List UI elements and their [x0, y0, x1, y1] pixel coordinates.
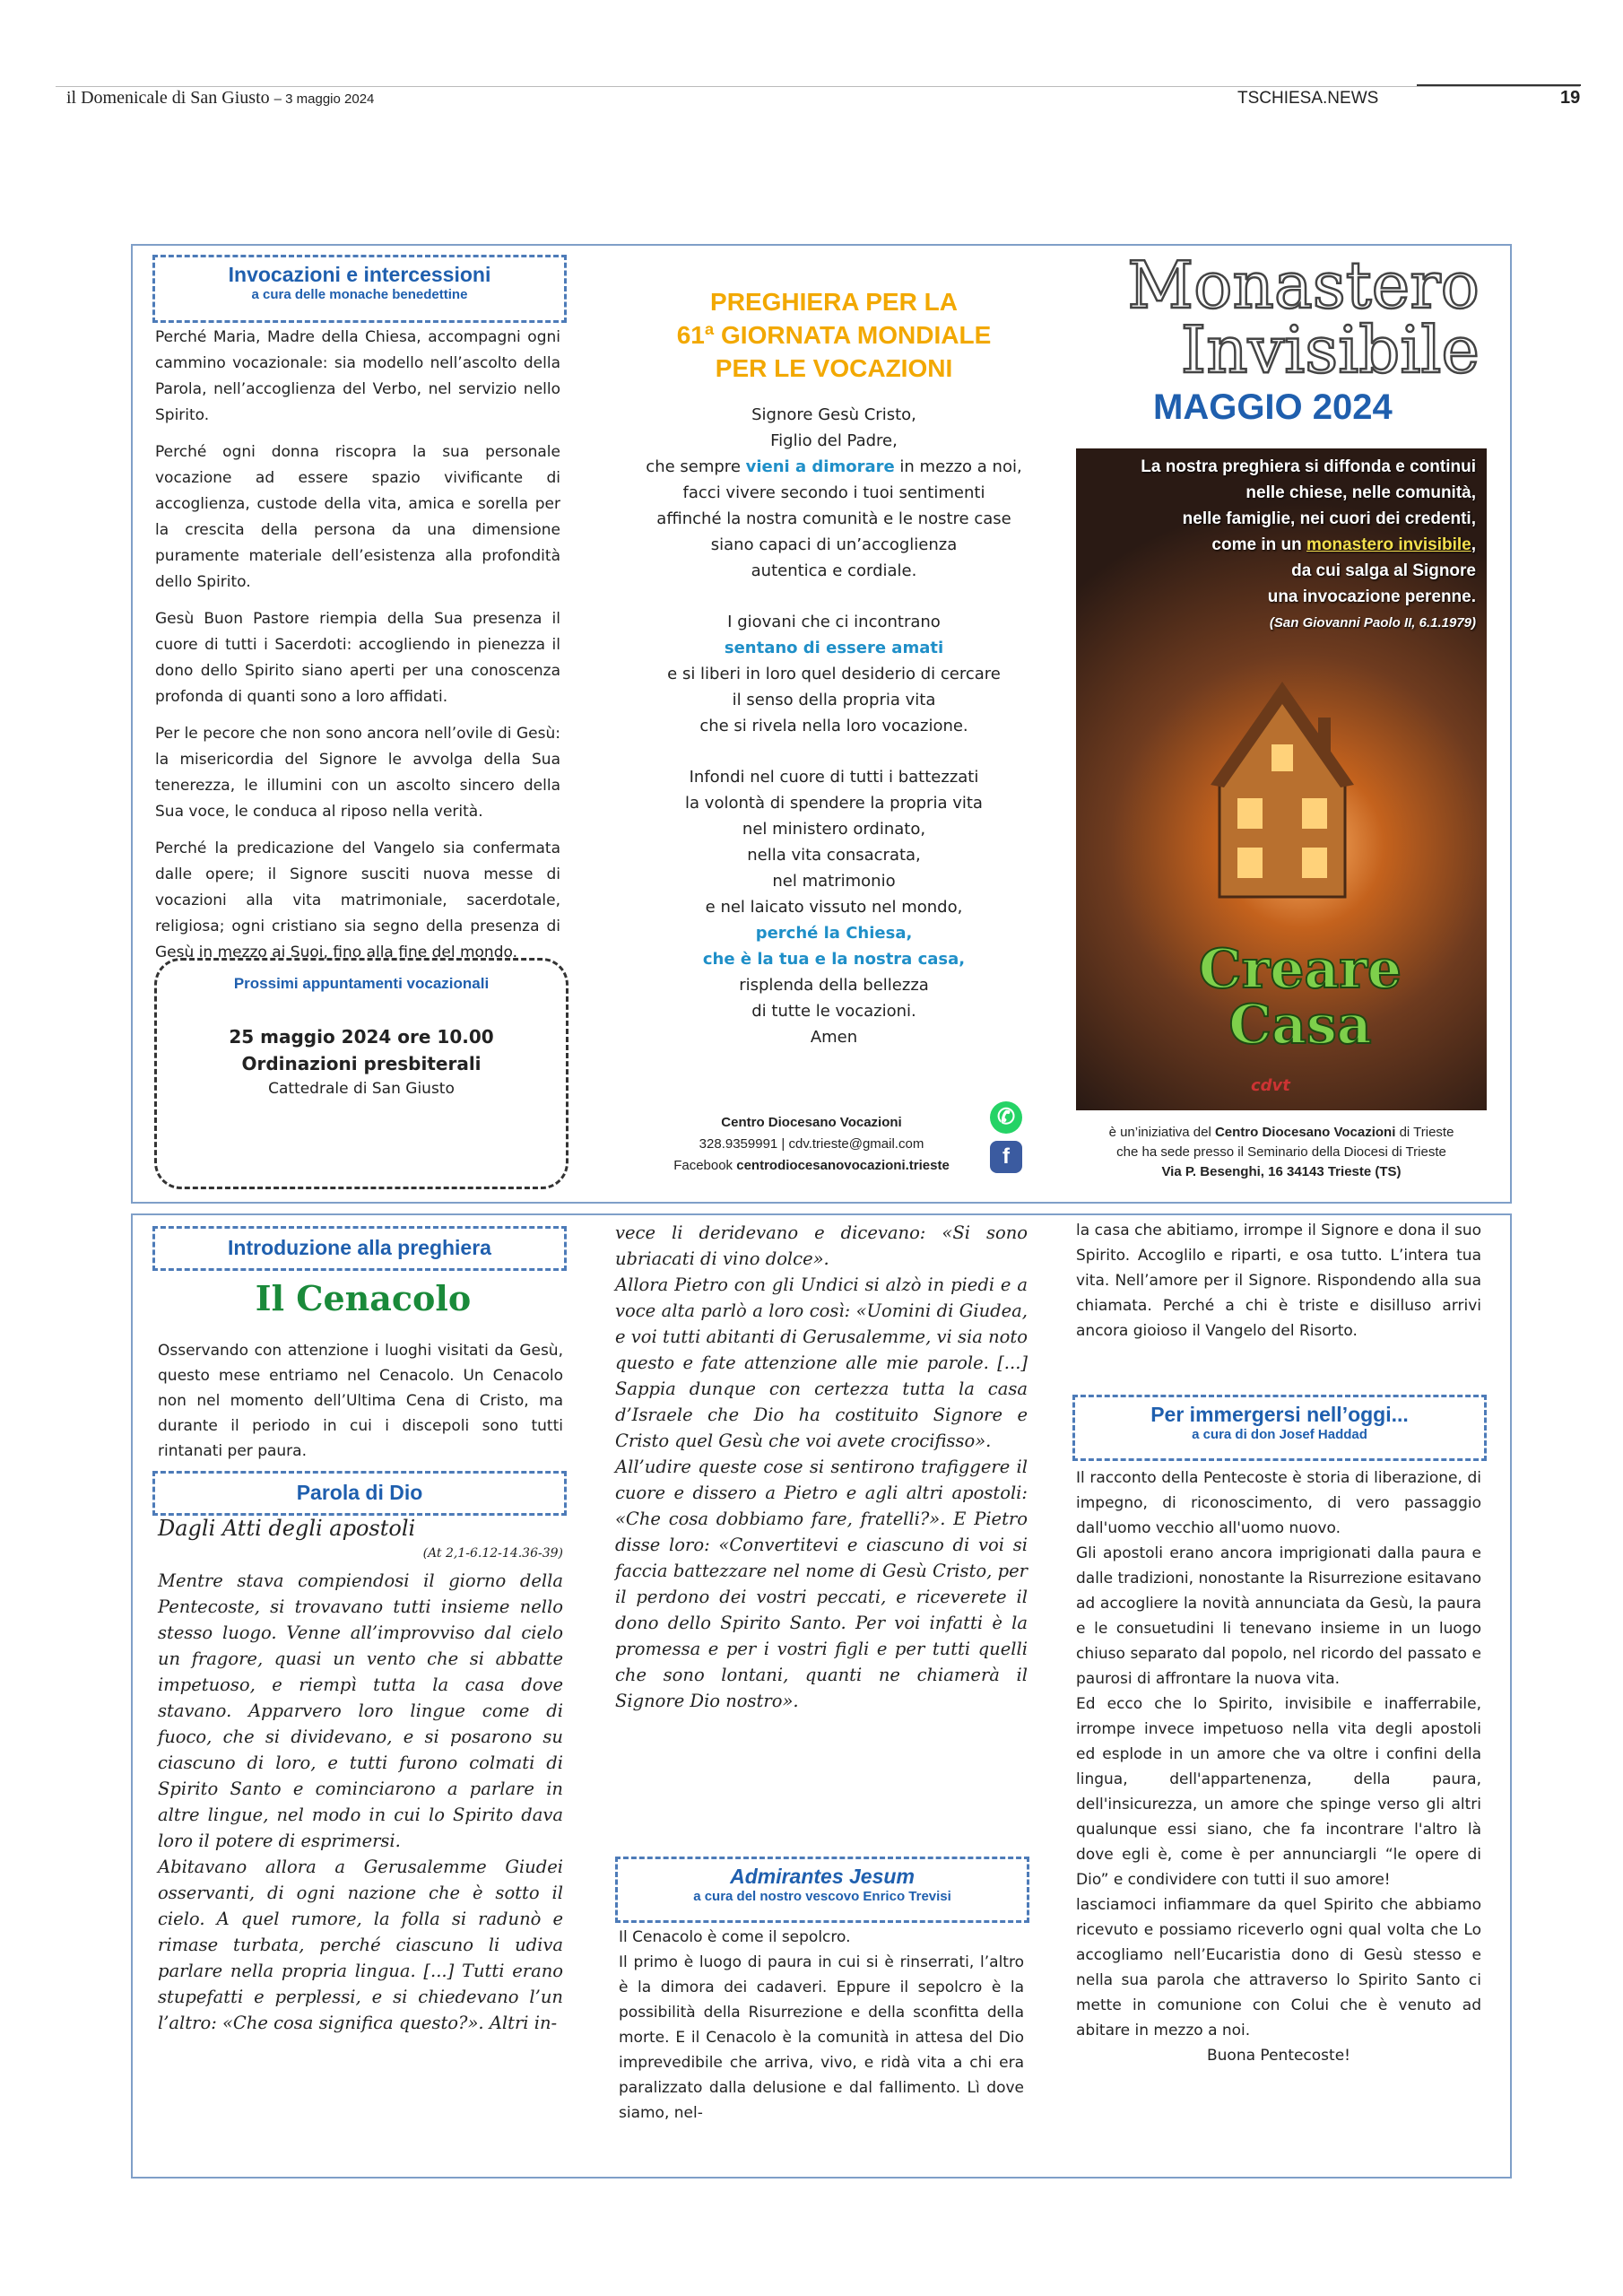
- parola-header-box: [152, 1471, 567, 1516]
- invocazione-paragraph: Perché la predicazione del Vangelo sia confermata dalle opere; il Signore susciti nuova messe di vocazioni alla vita matrimoniale, sacerdotale, religiosa; ogni cristiano sia segno della presenza di Gesù in mezzo ai Suoi, fino alla fine del mondo.: [155, 839, 560, 961]
- prayer-title-line: PREGHIERA PER LA: [710, 288, 958, 316]
- admirantes-paragraph: Il primo è luogo di paura in cui si è rinserrati, l’altro è la dimora dei cadaveri. Eppure il sepolcro è la possibilità della Risurrezione e della sconfitta della morte. E il Cenacolo è la comunità in attesa del Dio imprevedibile che arriva, vivo, e ridà vita a chi era paralizzato dalla delusione e dal fallimento. Lì dove siamo, nel-: [619, 1953, 1024, 2122]
- footer-bold: Centro Diocesano Vocazioni: [1214, 1125, 1396, 1140]
- monastero-footer: [1076, 1123, 1487, 1182]
- prayer-line: siano capaci di un’accoglienza: [710, 535, 958, 554]
- appointments-title: Prossimi appuntamenti vocazionali: [233, 975, 490, 992]
- facebook-label: Facebook: [673, 1158, 737, 1173]
- quote-highlight: monastero invisibile: [1306, 535, 1471, 554]
- cdv-name: Centro Diocesano Vocazioni: [721, 1115, 902, 1130]
- invocazioni-text: [155, 325, 560, 977]
- prayer-line: e nel laicato vissuto nel mondo,: [705, 898, 963, 917]
- prayer-line: e si liberi in loro quel desiderio di cercare: [667, 665, 1001, 683]
- monastero-title-line: Invisibile: [1180, 312, 1480, 387]
- prayer-line: nel matrimonio: [772, 872, 896, 891]
- publication-name: il Domenicale di San Giusto: [66, 88, 270, 108]
- footer-line: che ha sede presso il Seminario della Diocesi di Trieste: [1116, 1144, 1446, 1160]
- footer-fragment: è un’iniziativa del: [1108, 1125, 1215, 1140]
- immergersi-closing: Buona Pentecoste!: [1207, 2047, 1350, 2065]
- admirantes-paragraph-continued: la casa che abitiamo, irrompe il Signore e dona il suo Spirito. Accoglilo e riparti, e osa tutto. L’intera tua vita. Nell’amore per il Signore. Rispondendo alla sua chiamata. Perché a chi è triste e disilluso arrivi ancora gioioso il Vangelo del Risorto.: [1076, 1222, 1481, 1340]
- appointments-box: [154, 958, 568, 1189]
- admirantes-title: Admirantes Jesum: [730, 1865, 915, 1888]
- monastero-title: [1076, 248, 1480, 387]
- prayer-text: [610, 402, 1058, 1075]
- publication-line: [66, 88, 374, 109]
- immergersi-paragraph: Ed ecco che lo Spirito, invisibile e inafferrabile, irrompe invece impetuoso nella vita degli apostoli ed esplode in un amore che va oltre i confini della lingua, dell'appartenenza, della paura, dell'insicurezza, un amore che spinge verso gli altri qualunque essi siano, che fa incontrare l'altro là dove egli è, come è per annunciargli “le opere di Dio” e condividere con tutti il suo amore!: [1076, 1695, 1481, 1889]
- prayer-highlight: perché la Chiesa,: [755, 924, 913, 943]
- prayer-line: che sempre: [646, 457, 746, 476]
- creare-word: Creare: [1198, 938, 1402, 1001]
- parola-paragraph: Abitavano allora a Gerusalemme Giudei osservanti, di ogni nazione che è sotto il cielo. A quel rumore, la folla si radunò e rimase turbata, perché ciascuno li udiva parlare nella propria lingua. [...] Tutti erano stupefatti e perplessi, e si chiedevano l’un l’altro: «Che cosa significa questo?». Altri in-: [158, 1857, 563, 2033]
- prayer-line: il senso della propria vita: [732, 691, 936, 709]
- prayer-title: [619, 285, 1049, 385]
- immergersi-header-box: [1072, 1395, 1487, 1461]
- prayer-line: Infondi nel cuore di tutti i battezzati: [689, 768, 979, 787]
- creare-casa-title: [1166, 938, 1435, 1057]
- parola-paragraph: All’udire queste cose si sentirono trafiggere il cuore e dissero a Pietro e agli altri apostoli: «Che cosa dobbiamo fare, fratelli?». E Pietro disse loro: «Convertitevi e ciascuno di voi si faccia battezzare nel nome di Gesù Cristo, per il perdono dei vostri peccati, e riceverete il dono dello Spirito Santo. Per voi infatti è la promessa e per i vostri figli e per tutti quelli che sono lontani, quanti ne chiamerà il Signore Dio nostro».: [615, 1457, 1028, 1711]
- invocazione-paragraph: Perché Maria, Madre della Chiesa, accompagni ogni cammino vocazionale: sia modello nell’ascolto della Parola, nell’accoglienza del Verbo, nel servizio nello Spirito.: [155, 328, 560, 424]
- quote-line: La nostra preghiera si diffonda e continui: [1141, 457, 1476, 476]
- admirantes-paragraph: Il Cenacolo è come il sepolcro.: [619, 1928, 851, 1946]
- admirantes-text-col2: [619, 1925, 1024, 2126]
- invocazione-paragraph: Per le pecore che non sono ancora nell’ovile di Gesù: la misericordia del Signore le avvolga della Sua tenerezza, le illumini con un ascolto sincero della Sua voce, le conduca al riposo nella verità.: [155, 725, 560, 821]
- prayer-line: affinché la nostra comunità e le nostre case: [656, 509, 1011, 528]
- invocazioni-header-box: [152, 255, 567, 323]
- intro-box-title: Introduzione alla preghiera: [228, 1236, 491, 1259]
- immergersi-subtitle: a cura di don Josef Haddad: [1192, 1427, 1367, 1442]
- immergersi-title: Per immergersi nell’oggi...: [1150, 1403, 1409, 1426]
- parola-paragraph: Mentre stava compiendosi il giorno della Pentecoste, si trovavano tutti insieme nello stesso luogo. Venne all’improvviso dal cielo un fragore, quasi un vento che si abbatte impetuoso, e riempì tutta la casa dove stavano. Apparvero loro lingue come di fuoco, che si dividevano, e si posarono su ciascuno di loro, e tutti furono colmati di Spirito Santo e cominciarono a parlare in altre lingue, nel modo in cui lo Spirito dava loro il potere di esprimersi.: [158, 1570, 563, 1851]
- parola-source: Dagli Atti degli apostoli: [158, 1516, 416, 1541]
- quote-line: nelle chiese, nelle comunità,: [1245, 483, 1476, 502]
- parola-box-title: Parola di Dio: [296, 1481, 423, 1504]
- parola-paragraph-continued: vece li deridevano e dicevano: «Si sono ubriacati di vino dolce».: [615, 1222, 1028, 1269]
- facebook-page-link[interactable]: centrodiocesanovocazioni.trieste: [736, 1158, 950, 1173]
- invocazioni-title: Invocazioni e intercessioni: [228, 263, 491, 286]
- prayer-line: nel ministero ordinato,: [742, 820, 926, 839]
- intro-header-box: [152, 1226, 567, 1271]
- immergersi-paragraph: Gli apostoli erano ancora imprigionati dalla paura e dalle tradizioni, nonostante la Risurrezione esitavano ad accogliere la novità annunciata da Gesù, la paura e le consuetudini li tenevano insieme in un luogo chiuso separato dal popolo, nel ricordo del passato e paurosi di affrontare la nuova vita.: [1076, 1544, 1481, 1688]
- monastero-title-line: Monastero: [1127, 248, 1480, 323]
- prayer-highlight: sentano di essere amati: [724, 639, 944, 657]
- casa-word: Casa: [1228, 994, 1372, 1057]
- footer-fragment: di Trieste: [1395, 1125, 1454, 1140]
- prayer-line: la volontà di spendere la propria vita: [685, 794, 983, 813]
- appointment-what: Ordinazioni presbiterali: [241, 1053, 482, 1074]
- quote-fragment: ,: [1471, 535, 1476, 554]
- header-accent-rule: [1417, 84, 1581, 86]
- prayer-line: Amen: [810, 1028, 858, 1047]
- whatsapp-icon[interactable]: ✆: [990, 1101, 1022, 1134]
- cdv-facebook-line: [628, 1155, 995, 1177]
- cdv-logo: cdvt: [1251, 1076, 1290, 1095]
- page-number: 19: [1560, 88, 1581, 108]
- immergersi-text: [1076, 1465, 1481, 2068]
- immergersi-paragraph: lasciamoci infiammare da quel Spirito che abbiamo ricevuto e possiamo riceverlo ogni qual volta che Lo accogliamo nell’Eucaristia dono di Gesù stesso e nella sua parola che attraverso lo Spirito Santo ci mette in comunione con Colui che è venuto ad abitare in mezzo a noi.: [1076, 1896, 1481, 2039]
- cenacolo-title: Il Cenacolo: [255, 1278, 472, 1318]
- prayer-line: in mezzo a noi,: [894, 457, 1022, 476]
- prayer-line: nella vita consacrata,: [747, 846, 921, 865]
- quote-line: [1076, 532, 1476, 558]
- site-name[interactable]: TSCHIESA.NEWS: [1237, 89, 1379, 108]
- prayer-line: autentica e cordiale.: [751, 561, 917, 580]
- parola-text-col1: [158, 1568, 563, 2036]
- prayer-line: facci vivere secondo i tuoi sentimenti: [682, 483, 985, 502]
- house-illustration-icon: [1193, 682, 1372, 915]
- invocazione-paragraph: Gesù Buon Pastore riempia della Sua presenza il cuore di tutti i Sacerdoti: accogliendo in pienezza il dono dello Spirito siano aperti per una conoscenza profonda di quanti sono a loro affidati.: [155, 610, 560, 706]
- admirantes-text-col3: [1076, 1218, 1481, 1344]
- quote-fragment: come in un: [1211, 535, 1306, 554]
- prayer-title-line: 61ª GIORNATA MONDIALE: [676, 321, 992, 349]
- invocazione-paragraph: Perché ogni donna riscopra la sua personale vocazione ad essere spazio vivificante di accoglienza, custode della vita, amica e sorella per la crescita della persona da una dimensione puramente materiale dell’esistenza alla profondità dello Spirito.: [155, 443, 560, 591]
- prayer-highlight: che è la tua e la nostra casa,: [702, 950, 966, 969]
- cdv-phone-email[interactable]: 328.9359991 | cdv.trieste@gmail.com: [699, 1136, 924, 1152]
- facebook-icon[interactable]: f: [990, 1141, 1022, 1173]
- appointment-when: 25 maggio 2024 ore 10.00: [229, 1026, 494, 1048]
- quote-line: nelle famiglie, nei cuori dei credenti,: [1182, 509, 1476, 528]
- quote-line: da cui salga al Signore: [1291, 561, 1476, 580]
- footer-address: Via P. Besenghi, 16 34143 Trieste (TS): [1161, 1164, 1402, 1179]
- intro-text: Osservando con attenzione i luoghi visitati da Gesù, questo mese entriamo nel Cenacolo. Un Cenacolo non nel momento dell’Ultima Cena di Cristo, ma durante il periodo in cui i discepoli sono tutti rintanati per paura.: [158, 1342, 563, 1460]
- prayer-line: che si rivela nella loro vocazione.: [699, 717, 968, 735]
- prayer-title-line: PER LE VOCAZIONI: [715, 354, 953, 382]
- monastero-month: MAGGIO 2024: [1153, 387, 1393, 427]
- parola-paragraph: Allora Pietro con gli Undici si alzò in piedi e a voce alta parlò a loro così: «Uomini di Giudea, e voi tutti abitanti di Gerusalemme, vi sia noto questo e fate attenzione alle mie parole. [...] Sappia dunque con certezza tutta la casa d’Israele che Dio ha costituito Signore e Cristo quel Gesù che voi avete crocifisso».: [615, 1274, 1028, 1451]
- publication-date: – 3 maggio 2024: [273, 91, 375, 107]
- quote-citation: (San Giovanni Paolo II, 6.1.1979): [1269, 615, 1476, 631]
- parola-text-col2: [615, 1220, 1028, 1714]
- prayer-line: Figlio del Padre,: [770, 431, 898, 450]
- immergersi-paragraph: Il racconto della Pentecoste è storia di liberazione, di impegno, di riconoscimento, di vero passaggio dall'uomo vecchio all'uomo nuovo.: [1076, 1469, 1481, 1537]
- prayer-line: Signore Gesù Cristo,: [751, 405, 916, 424]
- appointment-where: Cattedrale di San Giusto: [268, 1080, 455, 1098]
- prayer-line: di tutte le vocazioni.: [751, 1002, 916, 1021]
- footer-line: [1076, 1123, 1487, 1143]
- cdv-contacts: [628, 1112, 995, 1177]
- monastero-quote: [1076, 454, 1476, 636]
- invocazioni-subtitle: a cura delle monache benedettine: [251, 287, 468, 302]
- header-rule: [56, 86, 1580, 87]
- quote-line: una invocazione perenne.: [1267, 587, 1476, 606]
- parola-reference: (At 2,1-6.12-14.36-39): [422, 1546, 563, 1561]
- prayer-line: risplenda della bellezza: [739, 976, 929, 995]
- admirantes-subtitle: a cura del nostro vescovo Enrico Trevisi: [693, 1889, 951, 1904]
- prayer-highlight: vieni a dimorare: [745, 457, 895, 476]
- admirantes-header-box: [615, 1857, 1029, 1923]
- prayer-line: I giovani che ci incontrano: [727, 613, 941, 631]
